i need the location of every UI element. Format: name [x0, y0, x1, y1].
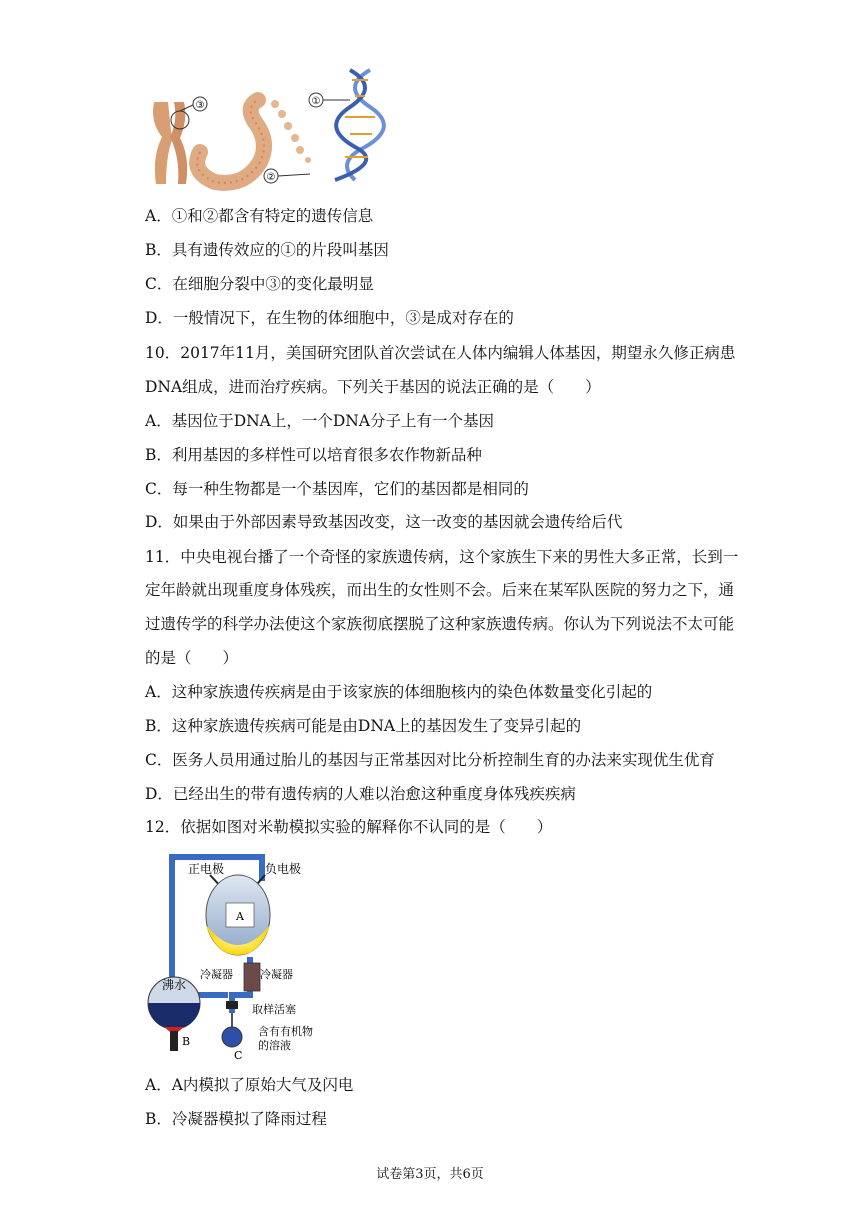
q9-option-a: A．①和②都含有特定的遗传信息	[145, 207, 374, 225]
negative-electrode-label: 负电极	[265, 862, 302, 876]
q9-option-c: C．在细胞分裂中③的变化最明显	[145, 275, 374, 293]
boiling-water-label: 沸水	[161, 978, 187, 992]
q10-stem-line-1: 10．2017年11月，美国研究团队首次尝试在人体内编辑人体基因，期望永久修正病患	[145, 344, 736, 362]
q12-option-a: A．A内模拟了原始大气及闪电	[145, 1076, 354, 1094]
dna-helix-icon	[335, 70, 384, 180]
q9-option-d: D．一般情况下，在生物的体细胞中，③是成对存在的	[145, 309, 514, 327]
q10-option-d: D．如果由于外部因素导致基因改变，这一改变的基因就会遗传给后代	[145, 513, 623, 531]
chromosome-dna-figure	[140, 62, 390, 192]
chamber-a-label: A	[236, 910, 244, 923]
q11-option-c: C．医务人员用通过胎儿的基因与正常基因对比分析控制生育的办法来实现优生优育	[145, 751, 715, 769]
condenser-left-label: 冷凝器	[200, 968, 233, 981]
q12-option-b: B．冷凝器模拟了降雨过程	[145, 1110, 327, 1128]
callout-1: ①	[311, 96, 321, 107]
q11-stem-line-3: 过遗传学的科学办法使这个家族彻底摆脱了这种家族遗传病。你认为下列说法不太可能	[145, 615, 735, 633]
page-footer: 试卷第3页，共6页	[376, 1167, 484, 1182]
q10-option-c: C．每一种生物都是一个基因库，它们的基因都是相同的	[145, 480, 529, 498]
q10-option-a: A．基因位于DNA上，一个DNA分子上有一个基因	[145, 412, 495, 430]
chromosome-icon	[153, 102, 189, 184]
q11-stem-line-1: 11．中央电视台播了一个奇怪的家族遗传病，这个家族生下来的男性大多正常，长到一	[145, 548, 739, 566]
callout-3: ③	[195, 100, 205, 111]
q11-stem-line-2: 定年龄就出现重度身体残疾，而出生的女性则不会。后来在某军队医院的努力之下，通	[145, 581, 735, 599]
q11-option-a: A．这种家族遗传疾病是由于该家族的体细胞核内的染色体数量变化引起的	[145, 683, 653, 701]
solution-label-line-1: 含有有机物	[258, 1025, 313, 1038]
solution-label-line-2: 的溶液	[258, 1039, 291, 1052]
condenser-right-label: 冷凝器	[260, 968, 293, 981]
sampling-valve-label: 取样活塞	[252, 1003, 296, 1016]
q11-option-d: D．已经出生的带有遗传病的人难以治愈这种重度身体残疾疾病	[145, 785, 576, 803]
q9-option-b: B．具有遗传效应的①的片段叫基因	[145, 241, 389, 259]
q11-stem-line-4: 的是（ ）	[145, 649, 239, 667]
chromatin-coil-icon	[197, 100, 311, 183]
label-b: B	[182, 1035, 191, 1048]
positive-electrode-label: 正电极	[188, 862, 225, 876]
callout-2: ②	[266, 172, 276, 183]
miller-experiment-figure	[140, 845, 340, 1065]
q11-option-b: B．这种家族遗传疾病可能是由DNA上的基因发生了变异引起的	[145, 717, 582, 735]
label-c: C	[234, 1049, 243, 1062]
q10-stem-line-2: DNA组成，进而治疗疾病。下列关于基因的说法正确的是（ ）	[145, 378, 601, 396]
q12-stem: 12．依据如图对米勒模拟实验的解释你不认同的是（ ）	[145, 818, 553, 836]
q10-option-b: B．利用基因的多样性可以培育很多农作物新品种	[145, 446, 482, 464]
